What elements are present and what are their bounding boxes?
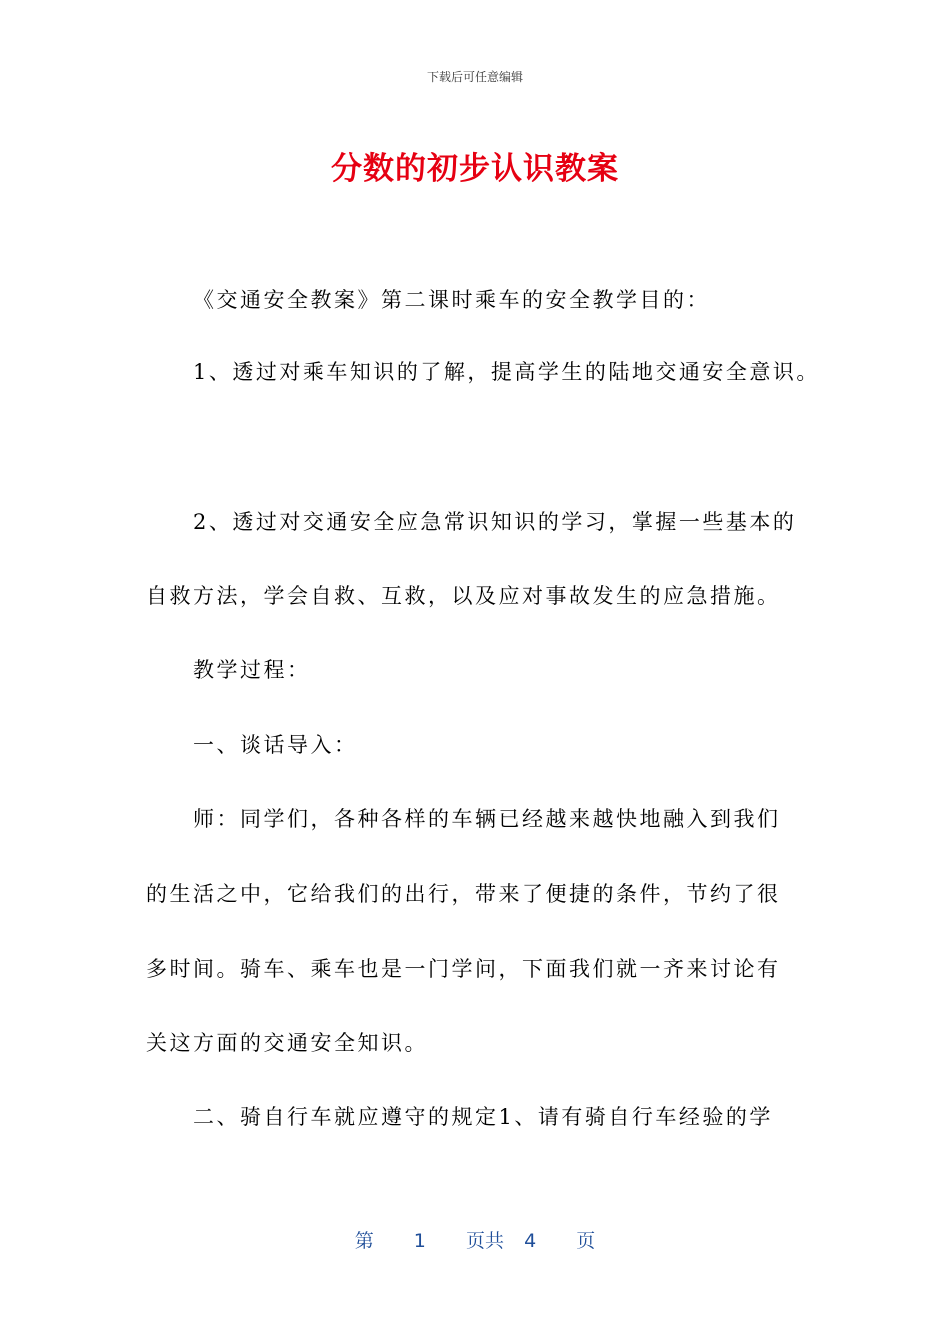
objective-heading: 《交通安全教案》第二课时乘车的安全教学目的： <box>193 288 710 312</box>
teacher-line-1: 师：同学们，各种各样的车辆已经越来越快地融入到我们 <box>193 807 781 831</box>
section-1-heading: 一、谈话导入： <box>193 733 358 757</box>
objective-1: 1、透过对乘车知识的了解，提高学生的陆地交通安全意识。 <box>193 360 820 384</box>
teacher-line-2: 的生活之中，它给我们的出行，带来了便捷的条件，节约了很 <box>146 882 781 906</box>
teacher-line-4: 关这方面的交通安全知识。 <box>146 1031 428 1055</box>
footer-page-total: 4 <box>524 1230 537 1252</box>
footer-page-prefix: 第 <box>354 1230 374 1252</box>
objective-2-line-2: 自救方法，学会自救、互救，以及应对事故发生的应急措施。 <box>146 584 781 608</box>
footer-page-mid: 页共 <box>465 1230 504 1252</box>
page-footer <box>0 1226 950 1253</box>
document-title: 分数的初步认识教案 <box>331 151 619 187</box>
objective-2-line-1: 2、透过对交通安全应急常识知识的学习，掌握一些基本的 <box>193 510 797 534</box>
section-2-heading: 二、骑自行车就应遵守的规定1、请有骑自行车经验的学 <box>193 1105 773 1129</box>
header-note: 下载后可任意编辑 <box>426 70 523 84</box>
footer-page-suffix: 页 <box>576 1230 596 1252</box>
process-heading: 教学过程： <box>193 658 311 682</box>
footer-page-number: 1 <box>413 1230 426 1252</box>
teacher-line-3: 多时间。骑车、乘车也是一门学问，下面我们就一齐来讨论有 <box>146 957 781 981</box>
